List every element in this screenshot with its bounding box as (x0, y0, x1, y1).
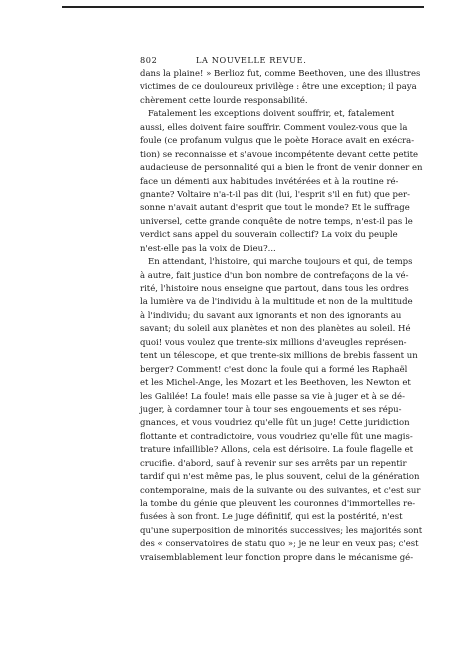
text-line: fusées à son front. Le juge définitif, qui est la postérité, n'est (140, 512, 403, 523)
text-line: n'est-elle pas la voix de Dieu?... (140, 243, 276, 254)
text-line: vraisemblablement leur fonction propre dans le mécanisme gé- (140, 552, 414, 563)
text-line: les Galilée! La foule! mais elle passe sa vie à juger et à se dé- (140, 391, 405, 402)
text-line: chèrement cette lourde responsabilité. (140, 95, 308, 106)
page-header (140, 55, 387, 69)
scan-border-line (62, 6, 424, 8)
text-line: juger, à cordamner tour à tour ses engouements et ses répu- (140, 404, 402, 415)
text-line: gnante? Voltaire n'a-t-il pas dit (lui, l'esprit s'il en fut) que per- (140, 189, 410, 200)
text-line: savant; du soleil aux planètes et non des planètes au soleil. Hé (140, 324, 411, 335)
text-line: et les Michel-Ange, les Mozart et les Beethoven, les Newton et (140, 378, 411, 389)
text-line: verdict sans appel du souverain collectif? La voix du peuple (140, 230, 398, 241)
text-line: la tombe du génie que pleuvent les couronnes d'immortelles re- (140, 499, 416, 509)
text-line: des « conservatoires de statu quo »; je ne leur en veux pas; c'est (140, 539, 419, 550)
text-line: contemporaine, mais de la suivante ou des suivantes, et c'est sur (140, 485, 421, 496)
text-line: quoi! vous voulez que trente-six millions d'aveugles représen- (140, 337, 407, 348)
text-line: Fatalement les exceptions doivent souffrir, et, fatalement (148, 109, 395, 120)
text-line: gnances, et vous voudriez qu'elle fût un juge! Cette juridiction (140, 418, 410, 429)
running-head: LA NOUVELLE REVUE. (196, 55, 307, 65)
text-line: sonne n'avait autant d'esprit que tout le monde? Et le suffrage (140, 203, 410, 214)
text-line: audacieuse de personnalité qui a bien le front de venir donner en (140, 163, 423, 174)
text-line: flottante et contradictoire, vous voudriez qu'elle fût une magis- (140, 431, 413, 442)
text-line: berger? Comment! c'est donc la foule qui a formé les Raphaël (140, 364, 408, 375)
text-line: tent un télescope, et que trente-six millions de brebis fassent un (140, 351, 418, 362)
text-line: trature infaillible? Allons, cela est dérisoire. La foule flagelle et (140, 445, 414, 456)
body-text (140, 68, 423, 565)
text-line: tion) se reconnaisse et s'avoue incompétente devant cette petite (140, 149, 419, 160)
text-line: En attendant, l'histoire, qui marche toujours et qui, de temps (148, 257, 413, 268)
text-line: victimes de ce douloureux privilège : être une exception; il paya (140, 82, 417, 93)
text-line: aussi, elles doivent faire souffrir. Comment voulez-vous que la (140, 122, 408, 133)
text-line: à autre, fait justice d'un bon nombre de contrefaçons de la vé- (140, 270, 409, 281)
text-line: tardif qui n'est même pas, le plus souvent, celui de la génération (140, 472, 420, 483)
text-line: à l'individu; du savant aux ignorants et non des ignorants au (140, 310, 402, 321)
page-number: 802 (140, 55, 158, 65)
text-line: qu'une superposition de minorités successives; les majorités sont (140, 525, 423, 536)
text-line: face un démenti aux habitudes invétérées et à la routine ré- (140, 176, 399, 187)
text-line: dans la plaine! » Berlioz fut, comme Beethoven, une des illustres (140, 69, 421, 79)
text-line: foule (ce profanum vulgus que le poète Horace avait en exécra- (140, 136, 415, 147)
text-line: crucifie. d'abord, sauf à revenir sur ses arrêts par un repentir (140, 458, 407, 469)
text-line: la lumière va de l'individu à la multitude et non de la multitude (140, 297, 413, 308)
text-line: rité, l'histoire nous enseigne que partout, dans tous les ordres (140, 284, 409, 294)
text-line: universel, cette grande conquête de notre temps, n'est-il pas le (140, 216, 413, 227)
